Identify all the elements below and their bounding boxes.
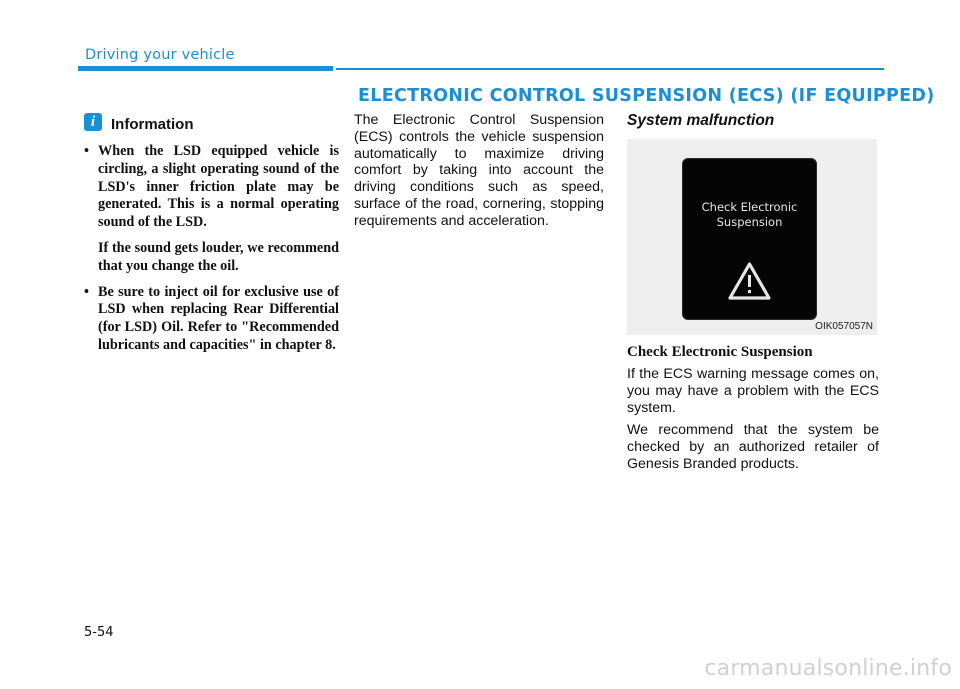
bullet: •: [84, 143, 89, 159]
cluster-figure: [627, 139, 877, 335]
malfunction-paragraph: We recommend that the system be checked by an authorized retailer of Genesis Branded products.: [627, 422, 879, 472]
malfunction-text: [627, 366, 879, 473]
display-message: Check Electronic Suspension: [701, 200, 798, 229]
header-rule-thin: [336, 68, 884, 70]
figure-code: OIK057057N: [815, 321, 873, 332]
info-icon: i: [84, 113, 102, 131]
chapter-heading: ELECTRONIC CONTROL SUSPENSION (ECS) (IF EQUIPPED): [358, 86, 935, 106]
list-item-subtext: If the sound gets louder, we recommend that you change the oil.: [98, 239, 339, 274]
bullet: •: [84, 283, 89, 300]
check-suspension-subtitle: Check Electronic Suspension: [627, 344, 813, 360]
list-item: [84, 143, 339, 276]
section-title: Driving your vehicle: [85, 47, 235, 63]
list-item-text: Be sure to inject oil for exclusive use of LSD when replacing Rear Differential (for LSD) Oil. Refer to "Recommended lubricants and capacities" in chapter 8.: [98, 283, 339, 353]
malfunction-paragraph: If the ECS warning message comes on, you may have a problem with the ECS system.: [627, 366, 879, 416]
cluster-display: [682, 158, 817, 320]
warning-triangle-icon: [727, 261, 772, 301]
list-item-text: When the LSD equipped vehicle is circling, a slight operating sound of the LSD's inner friction plate may be generated. This is a normal operating sound of the LSD.: [98, 143, 339, 231]
information-title: Information: [111, 116, 194, 133]
header-rule-thick: [78, 66, 333, 71]
information-list: [84, 143, 339, 355]
page-number: 5-54: [84, 625, 114, 640]
list-item: [84, 284, 339, 355]
intro-paragraph: The Electronic Control Suspension (ECS) controls the vehicle suspension automatically to maximize driving comfort by taking into account the driving conditions such as speed, surface of the road, cornering, stopping requirements and acceleration.: [354, 112, 604, 229]
system-malfunction-title: System malfunction: [627, 112, 775, 129]
watermark: carmanualsonline.info: [704, 656, 952, 681]
